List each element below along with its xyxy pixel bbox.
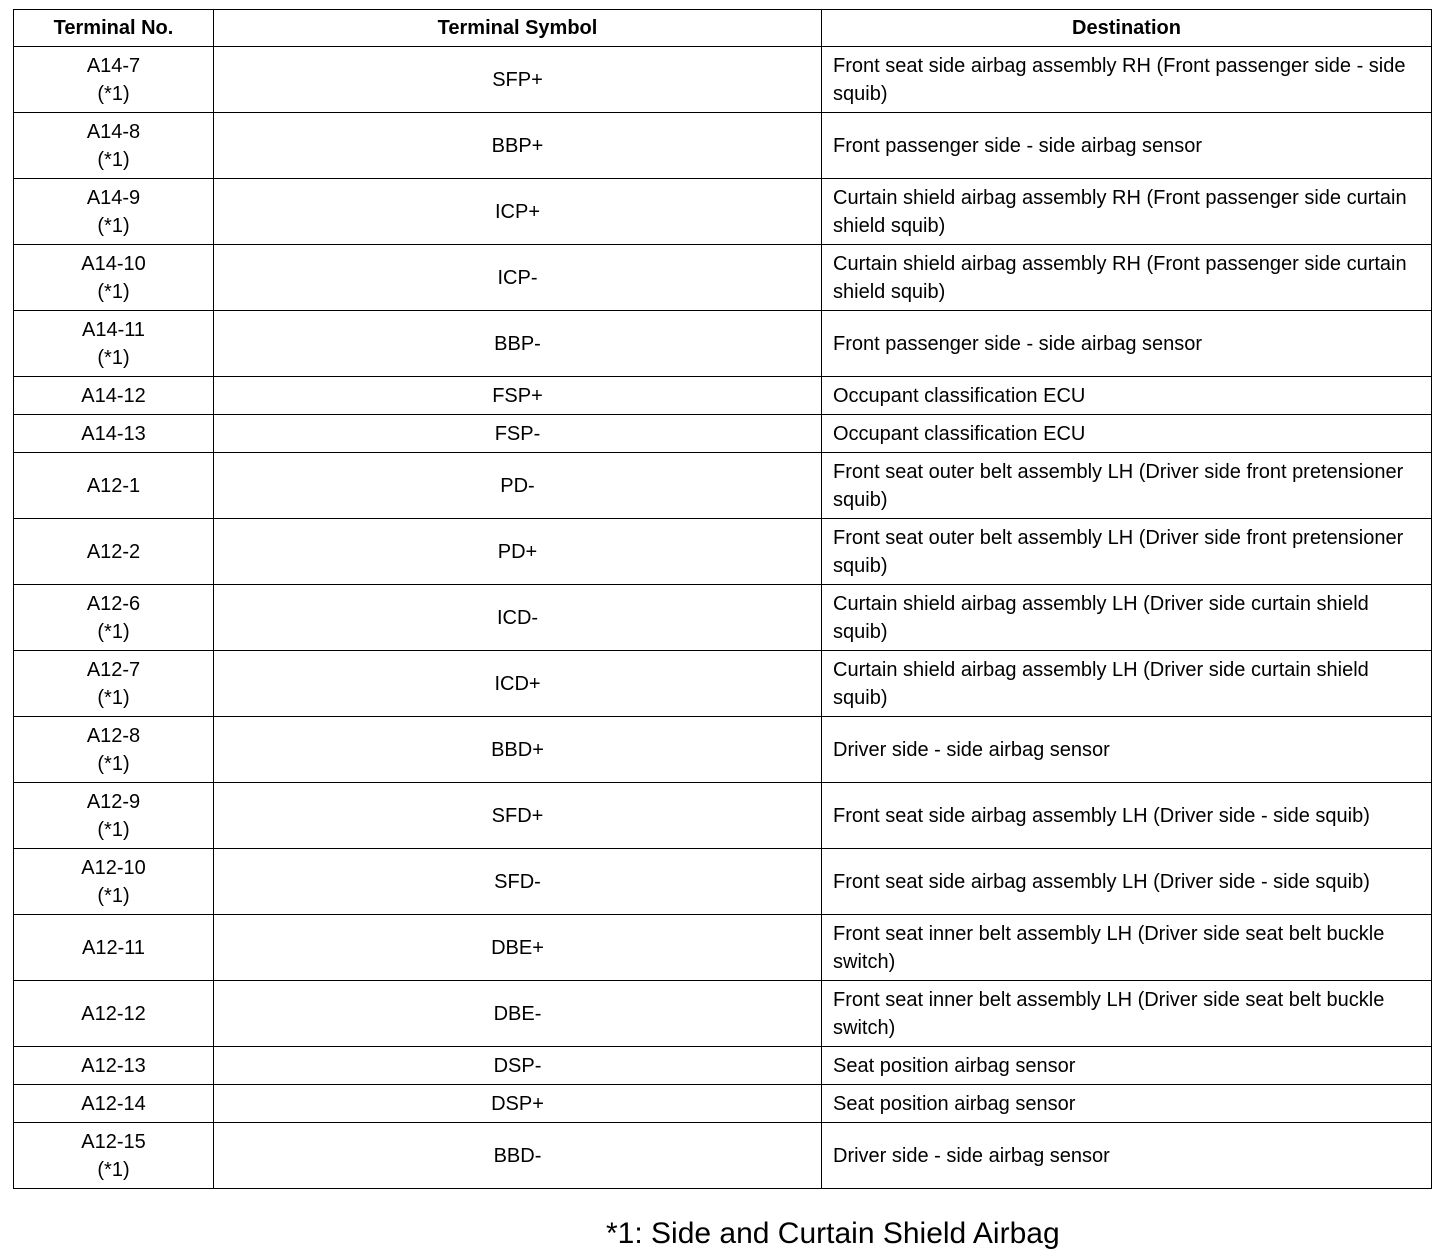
footnote: *1: Side and Curtain Shield Airbag [606, 1217, 1060, 1250]
terminal-symbol: BBP- [214, 311, 822, 377]
terminal-symbol: FSP+ [214, 377, 822, 415]
destination: Front seat outer belt assembly LH (Driver side front pretensioner squib) [822, 453, 1432, 519]
table-row [14, 1123, 1432, 1189]
table-row [14, 651, 1432, 717]
table-row [14, 981, 1432, 1047]
terminal-no: A12-2 [86, 540, 141, 563]
terminal-symbol: BBP+ [214, 113, 822, 179]
destination: Seat position airbag sensor [822, 1085, 1432, 1123]
terminal-symbol: PD+ [214, 519, 822, 585]
terminal-note: (*1) [97, 620, 130, 643]
destination: Curtain shield airbag assembly LH (Driver side curtain shield squib) [822, 651, 1432, 717]
terminal-note: (*1) [97, 1158, 130, 1181]
terminal-no-cell [14, 915, 214, 981]
table-row [14, 453, 1432, 519]
terminal-no-cell [14, 651, 214, 717]
table-body [14, 47, 1432, 1189]
terminal-no: A14-8 [86, 120, 141, 143]
table-row [14, 849, 1432, 915]
header-destination: Destination [822, 10, 1432, 47]
terminal-no: A12-1 [86, 474, 141, 497]
terminal-no-cell [14, 783, 214, 849]
table-row [14, 1047, 1432, 1085]
destination: Front seat side airbag assembly RH (Front passenger side - side squib) [822, 47, 1432, 113]
header-terminal-symbol: Terminal Symbol [214, 10, 822, 47]
table-row [14, 1085, 1432, 1123]
terminal-no-cell [14, 415, 214, 453]
terminal-no: A14-7 [86, 54, 141, 77]
table-row [14, 377, 1432, 415]
terminal-no: A12-14 [81, 1092, 146, 1115]
destination: Curtain shield airbag assembly RH (Front passenger side curtain shield squib) [822, 245, 1432, 311]
terminal-symbol: SFD- [214, 849, 822, 915]
terminal-symbol: ICD+ [214, 651, 822, 717]
destination: Occupant classification ECU [822, 415, 1432, 453]
table-row [14, 783, 1432, 849]
terminal-symbol: SFP+ [214, 47, 822, 113]
terminal-no-cell [14, 981, 214, 1047]
table-row [14, 915, 1432, 981]
destination: Front seat side airbag assembly LH (Driver side - side squib) [822, 783, 1432, 849]
terminal-note: (*1) [97, 818, 130, 841]
destination: Curtain shield airbag assembly RH (Front passenger side curtain shield squib) [822, 179, 1432, 245]
terminal-no: A14-12 [81, 384, 146, 407]
terminal-note: (*1) [97, 280, 130, 303]
terminal-table [13, 9, 1432, 1189]
terminal-no: A14-10 [81, 252, 146, 275]
terminal-no: A12-6 [86, 592, 141, 615]
terminal-no-cell [14, 717, 214, 783]
destination: Curtain shield airbag assembly LH (Driver side curtain shield squib) [822, 585, 1432, 651]
destination: Driver side - side airbag sensor [822, 717, 1432, 783]
destination: Front passenger side - side airbag sensor [822, 311, 1432, 377]
terminal-symbol: SFD+ [214, 783, 822, 849]
terminal-no: A14-11 [81, 318, 145, 341]
destination: Occupant classification ECU [822, 377, 1432, 415]
terminal-note: (*1) [97, 346, 130, 369]
terminal-symbol: ICP+ [214, 179, 822, 245]
header-terminal-no: Terminal No. [14, 10, 214, 47]
destination: Front seat side airbag assembly LH (Driver side - side squib) [822, 849, 1432, 915]
destination: Front seat outer belt assembly LH (Driver side front pretensioner squib) [822, 519, 1432, 585]
destination: Front seat inner belt assembly LH (Driver side seat belt buckle switch) [822, 981, 1432, 1047]
table-row [14, 717, 1432, 783]
destination: Seat position airbag sensor [822, 1047, 1432, 1085]
terminal-no-cell [14, 519, 214, 585]
terminal-symbol: BBD- [214, 1123, 822, 1189]
terminal-note: (*1) [97, 82, 130, 105]
terminal-no-cell [14, 179, 214, 245]
terminal-note: (*1) [97, 884, 130, 907]
terminal-symbol: DSP- [214, 1047, 822, 1085]
terminal-no: A14-13 [81, 422, 146, 445]
terminal-no-cell [14, 453, 214, 519]
terminal-note: (*1) [97, 214, 130, 237]
table-row [14, 47, 1432, 113]
header-row [14, 10, 1432, 47]
destination: Front passenger side - side airbag sensor [822, 113, 1432, 179]
terminal-no: A12-11 [81, 936, 145, 959]
terminal-no-cell [14, 849, 214, 915]
terminal-symbol: ICP- [214, 245, 822, 311]
terminal-no: A12-9 [86, 790, 141, 813]
table-row [14, 519, 1432, 585]
terminal-no-cell [14, 311, 214, 377]
table-row [14, 311, 1432, 377]
terminal-no: A12-13 [81, 1054, 146, 1077]
terminal-symbol: PD- [214, 453, 822, 519]
terminal-note: (*1) [97, 752, 130, 775]
terminal-no: A12-15 [81, 1130, 146, 1153]
terminal-no: A12-12 [81, 1002, 146, 1025]
terminal-symbol: DBE- [214, 981, 822, 1047]
terminal-no-cell [14, 113, 214, 179]
terminal-no-cell [14, 1085, 214, 1123]
table-row [14, 179, 1432, 245]
destination: Driver side - side airbag sensor [822, 1123, 1432, 1189]
terminal-symbol: BBD+ [214, 717, 822, 783]
terminal-symbol: FSP- [214, 415, 822, 453]
terminal-no-cell [14, 585, 214, 651]
terminal-no-cell [14, 1047, 214, 1085]
terminal-no: A12-10 [81, 856, 146, 879]
terminal-no-cell [14, 47, 214, 113]
terminal-note: (*1) [97, 148, 130, 171]
terminal-no-cell [14, 1123, 214, 1189]
terminal-no: A14-9 [86, 186, 141, 209]
terminal-symbol: DBE+ [214, 915, 822, 981]
terminal-note: (*1) [97, 686, 130, 709]
table-row [14, 415, 1432, 453]
terminal-no-cell [14, 245, 214, 311]
terminal-no-cell [14, 377, 214, 415]
terminal-symbol: ICD- [214, 585, 822, 651]
table-row [14, 245, 1432, 311]
table-row [14, 585, 1432, 651]
table-row [14, 113, 1432, 179]
terminal-symbol: DSP+ [214, 1085, 822, 1123]
destination: Front seat inner belt assembly LH (Driver side seat belt buckle switch) [822, 915, 1432, 981]
terminal-no: A12-8 [86, 724, 141, 747]
terminal-no: A12-7 [86, 658, 141, 681]
